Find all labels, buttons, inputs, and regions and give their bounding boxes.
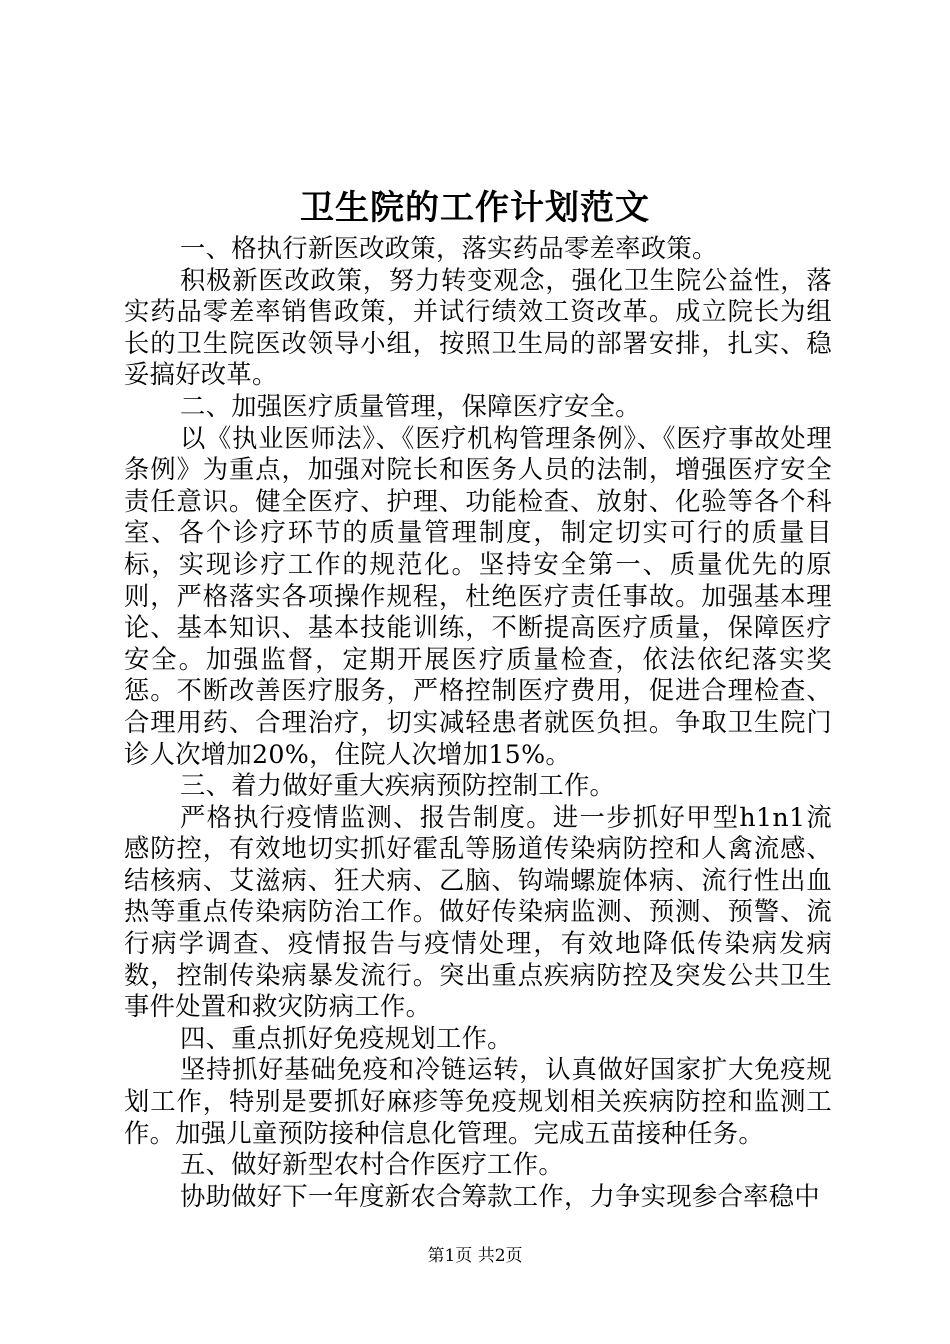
paragraph-5: 协助做好下一年度新农合筹款工作，力争实现参合率稳中 [180, 1181, 820, 1211]
paragraph-3: 严格执行疫情监测、报告制度。进一步抓好甲型h1n1流感防控，有效地切实抓好霍乱等肠道传染病防控和人禽流感、结核病、艾滋病、狂犬病、乙脑、钩端螺旋体病、流行性出血热等重点传染病防治工作。做好传染病监测、预测、预警、流行病学调查、疫情报告与疫情处理，有效地降低传染病发病数，控制传染病暴发流行。突出重点疾病防控及突发公共卫生事件处置和救灾防病工作。 [124, 802, 832, 1022]
document-title: 卫生院的工作计划范文 [300, 188, 650, 228]
document-body [124, 233, 832, 1212]
paragraph-1: 积极新医改政策，努力转变观念，强化卫生院公益性，落实药品零差率销售政策，并试行绩效工资改革。成立院长为组长的卫生院医改领导小组，按照卫生局的部署安排，扎实、稳妥搞好改革。 [124, 265, 832, 390]
section-heading-4: 四、重点抓好免疫规划工作。 [180, 1023, 513, 1053]
section-heading-2: 二、加强医疗质量管理，保障医疗安全。 [180, 391, 641, 421]
section-heading-5: 五、做好新型农村合作医疗工作。 [180, 1150, 564, 1180]
page-number-footer: 第1页 共2页 [427, 1246, 523, 1266]
paragraph-4: 坚持抓好基础免疫和冷链运转，认真做好国家扩大免疫规划工作，特别是要抓好麻疹等免疫规划相关疾病防控和监测工作。加强儿童预防接种信息化管理。完成五苗接种任务。 [124, 1055, 832, 1148]
section-heading-1: 一、格执行新医改政策，落实药品零差率政策。 [180, 234, 718, 263]
paragraph-2: 以《执业医师法》、《医疗机构管理条例》、《医疗事故处理条例》为重点，加强对院长和医务人员的法制，增强医疗安全责任意识。健全医疗、护理、功能检查、放射、化验等各个科室、各个诊疗环节的质量管理制度，制定切实可行的质量目标，实现诊疗工作的规范化。坚持安全第一、质量优先的原则，严格落实各项操作规程，杜绝医疗责任事故。加强基本理论、基本知识、基本技能训练，不断提高医疗质量，保障医疗安全。加强监督，定期开展医疗质量检查，依法依纪落实奖惩。不断改善医疗服务，严格控制医疗费用，促进合理检查、合理用药、合理治疗，切实减轻患者就医负担。争取卫生院门诊人次增加20%，住院人次增加15%。 [124, 423, 832, 769]
section-heading-3: 三、着力做好重大疾病预防控制工作。 [180, 771, 616, 801]
